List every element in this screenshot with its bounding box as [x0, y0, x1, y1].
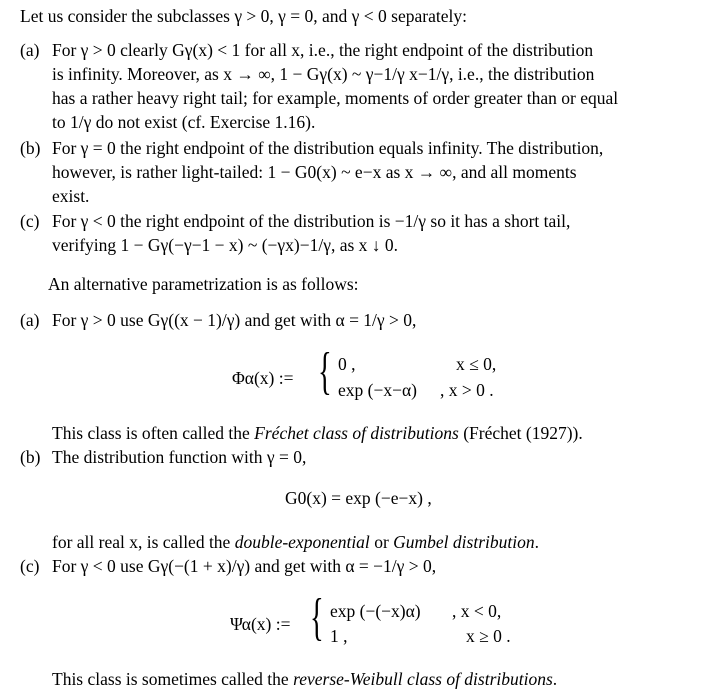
double-exponential-term: double-exponential — [234, 532, 370, 552]
phi-case1-condition: x ≤ 0, — [456, 354, 497, 374]
alt-b-note: for all real x, is called the double-exponential or Gumbel distribution. — [52, 532, 539, 552]
psi-brace: { — [310, 589, 324, 646]
item-c-line-2: verifying 1 − Gγ(−γ−1 − x) ~ (−γx)−1/γ, as x ↓ 0. — [52, 235, 399, 255]
item-b-line-3: exist. — [52, 186, 90, 206]
item-a-line-2: is infinity. Moreover, as x → ∞, 1 − Gγ(x) ~ γ−1/γ x−1/γ, i.e., the distribution — [52, 64, 595, 84]
alt-a-note: This class is often called the Fréchet class of distributions (Fréchet (1927)). — [52, 423, 583, 443]
alt-c-label: (c) — [20, 556, 40, 576]
item-c-label: (c) — [20, 211, 40, 231]
phi-case2-condition: , x > 0 . — [440, 380, 494, 400]
alt-b-text: The distribution function with γ = 0, — [52, 447, 307, 467]
psi-lhs: Ψα(x) := — [230, 614, 291, 634]
alt-intro-text: An alternative parametrization is as follows: — [48, 274, 359, 294]
phi-lhs: Φα(x) := — [232, 368, 294, 388]
item-b-label: (b) — [20, 138, 41, 158]
item-a-line-4: to 1/γ do not exist (cf. Exercise 1.16). — [52, 112, 316, 132]
reverse-weibull-term: reverse-Weibull class of distributions — [293, 669, 553, 689]
item-c-line-1: For γ < 0 the right endpoint of the distribution is −1/γ so it has a short tail, — [52, 211, 571, 231]
gumbel-formula: G0(x) = exp (−e−x) , — [285, 488, 432, 508]
gumbel-term: Gumbel distribution — [393, 532, 535, 552]
item-b-line-1: For γ = 0 the right endpoint of the distribution equals infinity. The distribution, — [52, 138, 604, 158]
phi-brace: { — [318, 343, 332, 400]
item-b-line-2: however, is rather light-tailed: 1 − G0(x) ~ e−x as x → ∞, and all moments — [52, 162, 577, 182]
alt-c-text: For γ < 0 use Gγ(−(1 + x)/γ) and get with α = −1/γ > 0, — [52, 556, 437, 576]
alt-a-label: (a) — [20, 310, 40, 330]
psi-case1-condition: , x < 0, — [452, 601, 502, 621]
item-a-line-3: has a rather heavy right tail; for example, moments of order greater than or equal — [52, 88, 619, 108]
phi-case1-value: 0 , — [338, 354, 356, 374]
intro-text: Let us consider the subclasses γ > 0, γ = 0, and γ < 0 separately: — [20, 6, 467, 26]
alt-b-label: (b) — [20, 447, 41, 467]
item-a-line-1: For γ > 0 clearly Gγ(x) < 1 for all x, i.e., the right endpoint of the distribution — [52, 40, 594, 60]
psi-case2-condition: x ≥ 0 . — [466, 626, 511, 646]
alt-a-text: For γ > 0 use Gγ((x − 1)/γ) and get with α = 1/γ > 0, — [52, 310, 417, 330]
psi-case1-value: exp (−(−x)α) — [330, 601, 421, 621]
psi-case2-value: 1 , — [330, 626, 348, 646]
item-a-label: (a) — [20, 40, 40, 60]
phi-case2-value: exp (−x−α) — [338, 380, 417, 400]
frechet-term: Fréchet class of distributions — [254, 423, 459, 443]
alt-c-note: This class is sometimes called the reverse-Weibull class of distributions. — [52, 669, 558, 689]
